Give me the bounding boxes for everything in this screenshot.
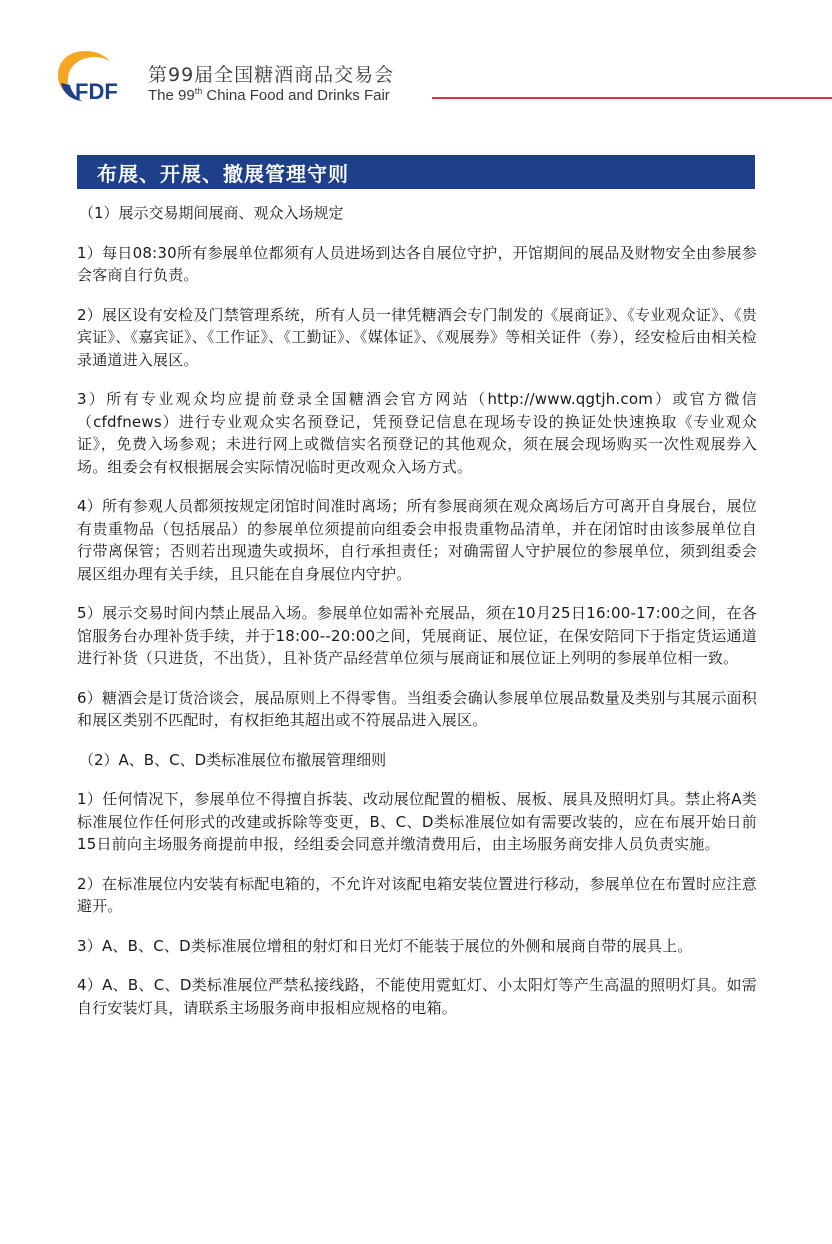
rules-content xyxy=(77,202,757,1036)
rule-paragraph: 2）展区设有安检及门禁管理系统，所有人员一律凭糖酒会专门制发的《展商证》、《专业观众证》、《贵宾证》、《嘉宾证》、《工作证》、《工勤证》、《媒体证》、《观展券》等相关证件（券），经安检后由相关检录通道进入展区。 xyxy=(77,305,757,369)
rule-paragraph: 2）在标准展位内安装有标配电箱的，不允许对该配电箱安装位置进行移动，参展单位在布置时应注意避开。 xyxy=(77,874,757,915)
section-title: 布展、开展、撤展管理守则 xyxy=(97,161,349,186)
subheading-booth-rules: （2）A、B、C、D类标准展位布撤展管理细则 xyxy=(79,750,387,769)
cfdf-logo xyxy=(55,49,140,105)
rule-paragraph: 6）糖酒会是订货洽谈会，展品原则上不得零售。当组委会确认参展单位展品数量及类别与其展示面积和展区类别不匹配时，有权拒绝其超出或不符展品进入展区。 xyxy=(77,688,757,729)
logo-text: FDF xyxy=(75,79,118,104)
rule-paragraph: 4）所有参观人员都须按规定闭馆时间准时离场；所有参展商须在观众离场后方可离开自身展台，展位有贵重物品（包括展品）的参展单位须提前向组委会申报贵重物品清单，并在闭馆时由该参展单位自行带离保管；否则若出现遗失或损坏，自行承担责任；对确需留人守护展位的参展单位，须到组委会展区组办理有关手续，且只能在自身展位内守护。 xyxy=(77,497,757,583)
fair-title-english xyxy=(148,86,390,104)
rule-paragraph: 3）所有专业观众均应提前登录全国糖酒会官方网站（http://www.qgtjh.com）或官方微信（cfdfnews）进行专业观众实名预登记，凭预登记信息在现场专设的换证处快速换取《专业观众证》，免费入场参观；未进行网上或微信实名预登记的其他观众，须在展会现场购买一次性观展券入场。组委会有权根据展会实际情况临时更改观众入场方式。 xyxy=(77,390,757,476)
rule-paragraph: 1）每日08:30所有参展单位都须有人员进场到达各自展位守护，开馆期间的展品及财物安全由参展参会客商自行负责。 xyxy=(77,243,757,284)
rule-paragraph: 4）A、B、C、D类标准展位严禁私接线路，不能使用霓虹灯、小太阳灯等产生高温的照明灯具。如需自行安装灯具，请联系主场服务商申报相应规格的电箱。 xyxy=(77,976,757,1017)
rule-paragraph: 3）A、B、C、D类标准展位增租的射灯和日光灯不能装于展位的外侧和展商自带的展具上。 xyxy=(77,936,693,955)
subheading-entry-rules: （1）展示交易期间展商、观众入场规定 xyxy=(79,204,344,222)
fair-title-english-prefix: The 99 xyxy=(148,87,195,104)
header-divider xyxy=(432,97,832,99)
fair-title-english-ordinal: th xyxy=(194,86,203,96)
section-banner xyxy=(77,155,755,189)
page-header xyxy=(0,0,832,120)
rule-paragraph: 5）展示交易时间内禁止展品入场。参展单位如需补充展品，须在10月25日16:00-17:00之间，在各馆服务台办理补货手续，并于18:00--20:00之间，凭展商证、展位证，在保安陪同下于指定货运通道进行补货（只进货，不出货），且补货产品经营单位须与展商证和展位证上列明的参展单位相一致。 xyxy=(77,604,757,667)
rule-paragraph: 1）任何情况下，参展单位不得擅自拆装、改动展位配置的楣板、展板、展具及照明灯具。禁止将A类标准展位作任何形式的改建或拆除等变更，B、C、D类标准展位如有需要改装的，应在布展开始日前15日前向主场服务商提前申报，经组委会同意并缴清费用后，由主场服务商安排人员负责实施。 xyxy=(77,790,757,853)
fair-title-chinese: 第99届全国糖酒商品交易会 xyxy=(148,64,395,86)
fair-title-english-suffix: China Food and Drinks Fair xyxy=(202,87,390,104)
